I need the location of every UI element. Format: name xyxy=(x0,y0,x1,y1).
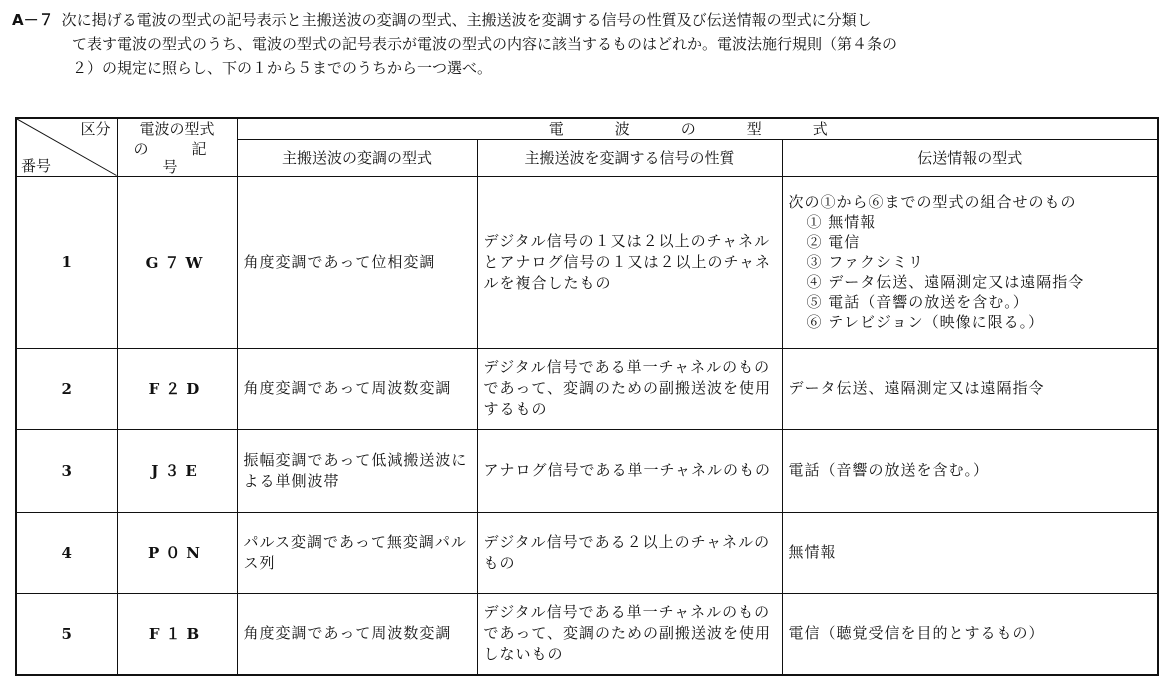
row-modulation: 振幅変調であって低減搬送波による単側波帯 xyxy=(237,429,477,512)
row-number: 4 xyxy=(16,512,117,593)
header-number: 番号 xyxy=(21,156,52,175)
row-info xyxy=(782,176,1158,348)
row-number: 2 xyxy=(16,348,117,429)
row-signal: デジタル信号の１又は２以上のチャネルとアナログ信号の１又は２以上のチャネルを複合したもの xyxy=(477,176,782,348)
header-signal: 主搬送波を変調する信号の性質 xyxy=(477,140,782,177)
table-row xyxy=(16,512,1158,593)
info-line: ⑥ テレビジョン（映像に限る。） xyxy=(806,313,1045,331)
row-symbol: F２D xyxy=(117,348,237,429)
header-corner-cell xyxy=(16,118,117,176)
header-emission-group: 電 波 の 型 式 xyxy=(237,118,1158,140)
info-line: ② 電信 xyxy=(806,233,861,251)
row-modulation: 角度変調であって周波数変調 xyxy=(237,593,477,675)
row-info: データ伝送、遠隔測定又は遠隔指令 xyxy=(782,348,1158,429)
table-row xyxy=(16,593,1158,675)
header-category: 区分 xyxy=(80,120,111,138)
row-number: 5 xyxy=(16,593,117,675)
info-line: ⑤ 電話（音響の放送を含む。） xyxy=(806,293,1029,311)
info-line: 次の①から⑥までの型式の組合せのもの xyxy=(788,193,1077,211)
info-line: ③ ファクシミリ xyxy=(806,253,924,271)
row-modulation: パルス変調であって無変調パルス列 xyxy=(237,512,477,593)
table-row xyxy=(16,176,1158,348)
table-header-row-1 xyxy=(16,118,1158,140)
row-signal: デジタル信号である２以上のチャネルのもの xyxy=(477,512,782,593)
emission-type-table xyxy=(15,117,1159,676)
question-number: A－７ xyxy=(12,11,54,29)
table-header-row-2 xyxy=(16,140,1158,177)
question-line-1: A－７ 次に掲げる電波の型式の記号表示と主搬送波の変調の型式、主搬送波を変調する信号の性質及び伝送情報の型式に分類し xyxy=(12,11,872,29)
info-line: ① 無情報 xyxy=(806,213,877,231)
row-modulation: 角度変調であって周波数変調 xyxy=(237,348,477,429)
row-info: 無情報 xyxy=(782,512,1158,593)
header-symbol-top: 電波の型式 xyxy=(117,118,237,140)
header-modulation: 主搬送波の変調の型式 xyxy=(237,140,477,177)
row-modulation: 角度変調であって位相変調 xyxy=(237,176,477,348)
table-row xyxy=(16,348,1158,429)
row-symbol: P０N xyxy=(117,512,237,593)
row-info: 電信（聴覚受信を目的とするもの） xyxy=(782,593,1158,675)
row-symbol: J３E xyxy=(117,429,237,512)
question-line-2: て表す電波の型式のうち、電波の型式の記号表示が電波の型式の内容に該当するものはどれか。電波法施行規則（第４条の xyxy=(72,35,898,53)
row-number: 1 xyxy=(16,176,117,348)
row-signal: デジタル信号である単一チャネルのものであって、変調のための副搬送波を使用するもの xyxy=(477,348,782,429)
info-line: ④ データ伝送、遠隔測定又は遠隔指令 xyxy=(806,273,1085,291)
question-line-3: ２）の規定に照らし、下の１から５までのうちから一つ選べ。 xyxy=(72,59,493,77)
table-row xyxy=(16,429,1158,512)
question-text xyxy=(12,8,1162,80)
row-number: 3 xyxy=(16,429,117,512)
row-signal: デジタル信号である単一チャネルのものであって、変調のための副搬送波を使用しないもの xyxy=(477,593,782,675)
row-symbol: G７W xyxy=(117,176,237,348)
row-info: 電話（音響の放送を含む。） xyxy=(782,429,1158,512)
header-symbol-bottom: の 記 号 xyxy=(117,140,237,177)
row-signal: アナログ信号である単一チャネルのもの xyxy=(477,429,782,512)
header-info: 伝送情報の型式 xyxy=(782,140,1158,177)
row-symbol: F１B xyxy=(117,593,237,675)
